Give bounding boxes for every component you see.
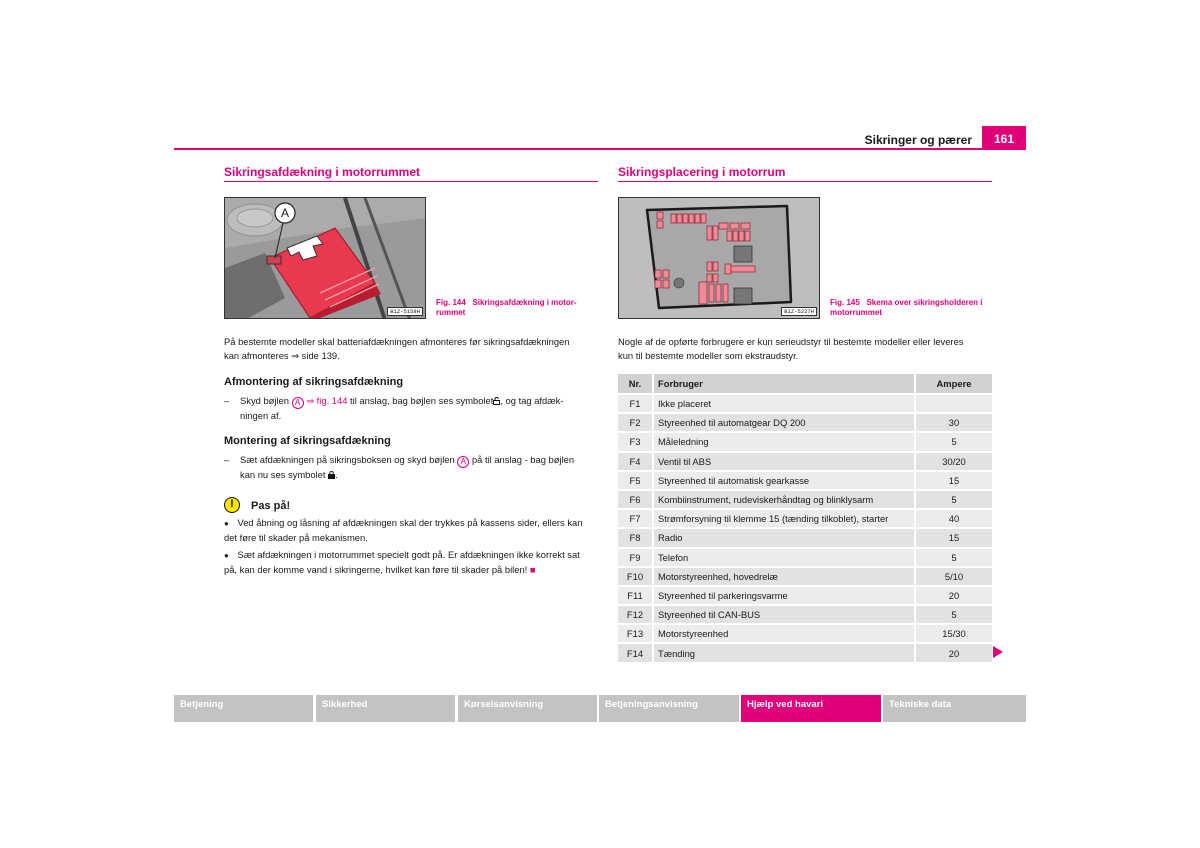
fuse-ampere-cell: 15/30 [916,623,992,642]
fuse-ampere-cell: 40 [916,508,992,527]
removal-step [224,394,600,423]
fuse-ampere-cell: 5 [916,431,992,450]
fuse-consumer-cell: Styreenhed til automatgear DQ 200 [654,412,916,431]
table-row [618,393,992,412]
fuse-number-cell: F13 [618,623,654,642]
nav-tab-sikkerhed[interactable]: Sikkerhed [316,695,455,722]
fuse-number-cell: F3 [618,431,654,450]
fuse-ampere-cell: 5 [916,489,992,508]
nav-tab-betjeningsanvisning[interactable]: Betjeningsanvisning [599,695,739,722]
table-row [618,585,992,604]
fuse-number-cell: F1 [618,393,654,412]
fuse-ampere-cell: 20 [916,642,992,661]
section-end-marker: ■ [529,564,536,575]
table-row [618,489,992,508]
fuse-number-cell: F10 [618,566,654,585]
figure-code: B1Z-5158H [387,307,423,316]
caution-list [224,516,600,577]
step-text: på til anslag - bag bøjlen [471,454,575,465]
step-text: ningen af. [240,410,282,421]
table-row [618,451,992,470]
text-line: På bestemte modeller skal batteriafdækningen afmonteres før sikringsafdækningen [224,336,570,347]
table-row [618,547,992,566]
nav-tab-tekniske-data[interactable]: Tekniske data [883,695,1026,722]
figure-caption-number: Fig. 144 [436,298,466,307]
fuse-ampere-cell [916,393,992,412]
fuse-holder-schematic [619,198,820,319]
fuse-number-cell: F14 [618,642,654,661]
caution-item [224,548,600,577]
fuse-number-cell: F12 [618,604,654,623]
fuse-number-cell: F7 [618,508,654,527]
column-header-number: Nr. [618,374,654,393]
fuse-number-cell: F4 [618,451,654,470]
right-section-title: Sikringsplacering i motorrum [618,165,786,179]
fuse-consumer-cell: Måleledning [654,431,916,450]
install-heading: Montering af sikringsafdækning [224,435,391,447]
caution-text: det føre til skader på mekanismen. [224,532,368,543]
caution-item [224,516,600,545]
caution-text: Sæt afdækningen i motorrummet specielt godt på. Er afdækningen ikke korrekt sat [237,549,580,560]
nav-tab-hjaelp-ved-havari[interactable]: Hjælp ved havari [741,695,881,722]
figure-caption-line1: Skema over sikringsholderen i [866,298,983,307]
left-section-title: Sikringsafdækning i motorrummet [224,165,421,179]
page-number: 161 [982,126,1026,150]
text-line: Nogle af de opførte forbrugere er kun serieudstyr til bestemte modeller eller leveres [618,336,964,347]
step-text: . [335,469,338,480]
fuse-consumer-cell: Strømforsyning til klemme 15 (tænding tilkoblet), starter [654,508,916,527]
fuse-holder-diagram [618,197,820,319]
table-row [618,508,992,527]
bullet-marker: ● [224,551,229,560]
fuse-ampere-cell: 15 [916,470,992,489]
fuse-number-cell: F9 [618,547,654,566]
svg-text:A: A [280,206,290,220]
fuse-ampere-cell: 15 [916,527,992,546]
running-header-title: Sikringer og pærer [864,133,972,147]
fuse-consumer-cell: Ikke placeret [654,393,916,412]
fuse-table [618,374,992,662]
fuse-number-cell: F5 [618,470,654,489]
table-header-row [618,374,992,393]
next-page-arrow-icon[interactable] [993,646,1003,658]
fuse-ampere-cell: 5 [916,604,992,623]
fuse-consumer-cell: Motorstyreenhed [654,623,916,642]
fuse-consumer-cell: Styreenhed til CAN-BUS [654,604,916,623]
figure-145-caption [830,298,996,318]
fuse-consumer-cell: Motorstyreenhed, hovedrelæ [654,566,916,585]
table-row [618,604,992,623]
fuse-number-cell: F6 [618,489,654,508]
left-intro-paragraph [224,335,600,363]
fuse-number-cell: F8 [618,527,654,546]
fuse-ampere-cell: 30/20 [916,451,992,470]
fuse-number-cell: F11 [618,585,654,604]
figure-caption-line1: Sikringsafdækning i motor- [472,298,577,307]
column-header-consumer: Forbruger [654,374,916,393]
callout-a-marker: A [292,397,304,409]
right-section-rule [618,181,992,182]
fuse-number-cell: F2 [618,412,654,431]
table-row [618,623,992,642]
figure-caption-line2: rummet [436,308,466,317]
install-step [224,453,600,482]
fuse-ampere-cell: 5/10 [916,566,992,585]
dash-marker: – [224,454,230,465]
removal-heading: Afmontering af sikringsafdækning [224,376,404,388]
fuse-table-body [618,393,992,662]
figure-144-caption [436,298,596,318]
fuse-consumer-cell: Styreenhed til parkeringsvarme [654,585,916,604]
table-row [618,431,992,450]
caution-title: Pas på! [251,500,291,512]
step-text: kan nu ses symbolet [240,469,326,480]
left-section-rule [224,181,598,182]
fuse-cover-photo [224,197,426,319]
right-intro-paragraph [618,335,994,363]
fuse-ampere-cell: 5 [916,547,992,566]
dash-marker: – [224,395,230,406]
fuse-consumer-cell: Ventil til ABS [654,451,916,470]
table-row [618,642,992,661]
step-text: Sæt afdækningen på sikringsboksen og skyd bøjlen [240,454,455,465]
table-row [618,470,992,489]
fuse-cover-illustration [225,198,426,319]
fuse-ampere-cell: 30 [916,412,992,431]
table-row [618,566,992,585]
table-row [618,412,992,431]
figure-reference-link[interactable]: ⇒ fig. 144 [306,395,348,406]
callout-a-marker: A [457,456,469,468]
step-text: Skyd bøjlen [240,395,289,406]
nav-tab-korselsanvisning[interactable]: Kørselsanvisning [458,695,597,722]
figure-caption-line2: motorrummet [830,308,883,317]
figure-caption-number: Fig. 145 [830,298,860,307]
fuse-consumer-cell: Tænding [654,642,916,661]
step-text: til anslag, bag bøjlen ses symbolet [350,395,494,406]
fuse-consumer-cell: Telefon [654,547,916,566]
header-rule [174,148,1026,150]
bullet-marker: ● [224,519,229,528]
fuse-ampere-cell: 20 [916,585,992,604]
caution-text: på, kan der komme vand i sikringerne, hvilket kan føre til skader på bilen! [224,564,528,575]
figure-code: B1Z-5227H [781,307,817,316]
text-line: kun til bestemte modeller som ekstraudstyr. [618,350,799,361]
nav-tab-betjening[interactable]: Betjening [174,695,313,722]
fuse-consumer-cell: Radio [654,527,916,546]
fuse-consumer-cell: Styreenhed til automatisk gearkasse [654,470,916,489]
table-row [618,527,992,546]
column-header-ampere: Ampere [916,374,992,393]
fuse-consumer-cell: Kombiinstrument, rudeviskerhåndtag og blinklysarm [654,489,916,508]
step-text: , og tag afdæk- [500,395,564,406]
caution-text: Ved åbning og låsning af afdækningen skal der trykkes på kassens sider, ellers kan [237,517,583,528]
caution-icon: ! [224,497,240,513]
text-line: kan afmonteres ⇒ side 139. [224,350,340,361]
